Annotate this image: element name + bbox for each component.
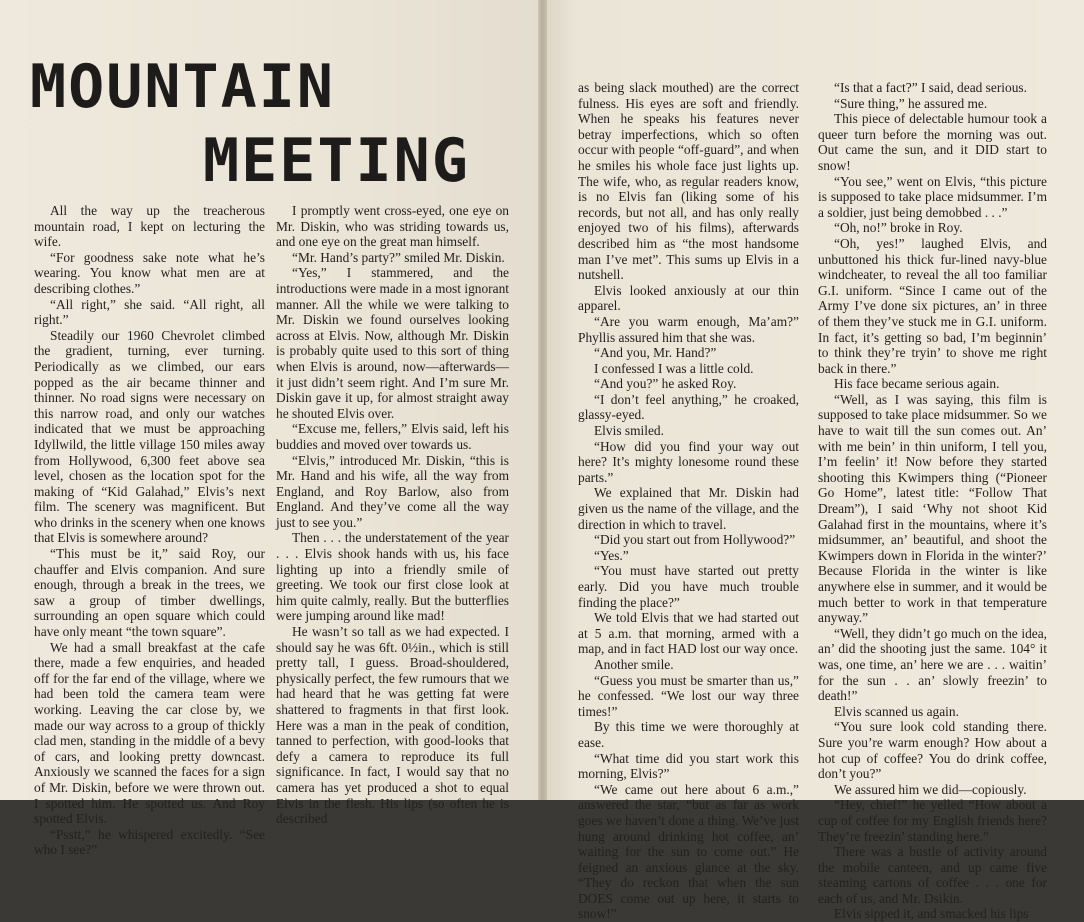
text-column-3 [578,80,799,922]
paragraph: All the way up the treacherous mountain road, I kept on lecturing the wife. [34,203,265,250]
paragraph: “You sure look cold standing there. Sure you’re warm enough? How about a hot cup of coffee? You do drink coffee, don’t you?” [818,719,1047,782]
paragraph: Elvis looked anxiously at our thin apparel. [578,282,799,314]
paragraph: We assured him we did—copiously. [834,781,1027,797]
text-column-4 [818,80,1047,922]
paragraph: “And you, Mr. Hand?” [594,345,717,361]
paragraph: I confessed I was a little cold. [594,360,754,376]
paragraph: He wasn’t so tall as we had expected. I should say he was 6ft. 0½in., which is still pretty tall, I guess. Broad-shouldered, physically perfect, the few rumours that we had heard that he was getting fat were shattered to fragments in that first look. Here was a man in the peak of condition, tanned to perfection, with good-looks that defy a camera to reproduce its full significance. In fact, I would say that no camera has yet produced a shot to equal Elvis in the flesh. His lips (so often he is described [276,624,509,827]
paragraph: “Well, they didn’t go much on the idea, an’ did the shooting just the same. 104° it was, one time, an’ here we are . . . waitin’ for the sun . . an’ slowly freezin’ to death!” [818,625,1047,704]
paragraph: “Oh, no!” broke in Roy. [834,220,963,236]
title-line-1: MOUNTAIN [30,52,335,122]
paragraph: “Is that a fact?” I said, dead serious. [834,80,1027,95]
paragraph: “This must be it,” said Roy, our chauffer and Elvis companion. And sure enough, through a break in the trees, we saw a group of timber dwellings, surrounding an open square which could have only meant “the town square”. [34,546,265,640]
paragraph: “I don’t feel anything,” he croaked, glassy-eyed. [578,391,799,423]
paragraph: “Sure thing,” he assured me. [834,95,988,111]
paragraph: “Mr. Hand’s party?” smiled Mr. Diskin. [292,249,505,265]
paragraph: “Did you start out from Hollywood?” [594,532,796,548]
paragraph: Elvis scanned us again. [834,703,959,719]
paragraph: By this time we were thoroughly at ease. [578,719,799,750]
paragraph: His face became serious again. [834,376,1000,392]
paragraph: We had a small breakfast at the cafe there, made a few enquiries, and headed off for the far end of the village, where we had been told the camera team were working. Leaving the car close by, we made our way across to a group of thickly clad men, standing in the middle of a bevy of cars, and looking pretty downcast. Anxiously we scanned the faces for a sign of Mr. Diskin, before we were thrown out. I spotted him. He spotted us. And Roy spotted Elvis. [34,639,265,827]
text-column-1 [34,203,265,858]
paragraph: “Guess you must be smarter than us,” he confessed. “We lost our way three times!” [578,672,799,719]
text-column-2 [276,203,509,827]
paragraph: “Oh, yes!” laughed Elvis, and unbuttoned his thick fur-lined navy-blue windcheater, to reveal the all too familiar G.I. uniform. “Since I came out of the Army I’ve done six pictures, an’ in three of them they’ve stuck me in G.I. uniform. In fact, it’s getting so bad, I’m beginnin’ to think they’re tryin’ to shove me right back in there.” [818,235,1047,376]
title-line-2: MEETING [203,126,470,196]
paragraph: There was a bustle of activity around the mobile canteen, and up came five steaming cartons of coffee . . . one for each of us, and Mr. Dsikin. [818,844,1047,906]
paragraph: “Psstt,” he whispered excitedly. “See who I see?” [34,826,265,858]
paragraph: Then . . . the understatement of the year . . . Elvis shook hands with us, his face lighting up into a friendly smile of greeting. We took our first close look at him quite calmly, really. But the butterflies were jumping around like mad! [276,530,509,624]
paragraph: “All right,” she said. “All right, all right.” [34,296,265,328]
paragraph: “Hey, chief!” he yelled “How about a cup of coffee for my English friends here? They’re freezin’ standing here.” [818,797,1047,844]
paragraph: as being slack mouthed) are the correct fulness. His eyes are soft and friendly. When he speaks his features never betray imperfections, which so often occur with people “off-guard”, and when he smiles his whole face just lights up. The wife, who, as regular readers know, is no Elvis fan (liking some of his records, but not all, and has only really enjoyed two of his films), afterwards described him as “the most handsome man I’ve met”. This sums up Elvis in a nutshell. [578,80,799,283]
paragraph: We explained that Mr. Diskin had given us the name of the village, and the direction in which to travel. [578,485,799,532]
paragraph: Steadily our 1960 Chevrolet climbed the gradient, turning, ever turning. Periodically as we climbed, our ears popped as the air became thinner and thinner. No road signs were necessary on this narrow road, and only our watches indicated that we must be approaching Idyllwild, the little village 150 miles away from Hollywood, 6,300 feet above sea level, chosen as the location spot for the making of “Kid Galahad,” Elvis’s next film. The scenery was magnificent. But who drinks in the scenery when one knows that Elvis is somewhere around? [34,327,265,546]
paragraph: “Well, as I was saying, this film is supposed to take place midsummer. So we have to wait till the sun comes out. An’ with me bein’ in thin uniform, I tell you, I’m feelin’ it! Now before they started shooting this Kwimpers thing (“Pioneer Go Home”, latest title: “Follow That Dream”), I said ‘Why not shoot Kid Galahad first in the mountains, where it’s midsummer, an’ beautiful, and shoot the Kwimpers down in Florida in the winter?’ Because Florida in the winter is like anywhere else in summer, and it would be much better to work in that temperature anyway.” [818,391,1047,626]
paragraph: We told Elvis that we had started out at 5 a.m. that morning, armed with a map, and in fact HAD lost our way once. [578,610,799,657]
paragraph: Another smile. [594,656,674,672]
paragraph: “You must have started out pretty early. Did you have much trouble finding the place?” [578,563,799,610]
paragraph: “We came out here about 6 a.m.,” answered the star, “but as far as work goes we haven’t done a thing. We’ve just hung around drinking hot coffee, an’ waiting for the sun to come out.” He feigned an anxious glance at the sky. “They do reckon that when the sun DOES come out up here, it starts to snow!” [578,781,799,922]
paragraph: This piece of delectable humour took a queer turn before the morning was out. Out came the sun, and it DID start to snow! [818,111,1047,173]
page-gutter [538,0,547,800]
paragraph: “You see,” went on Elvis, “this picture is supposed to take place midsummer. I’m a soldier, just being demobbed . . .” [818,173,1047,220]
paragraph: “What time did you start work this morning, Elvis?” [578,750,799,782]
paragraph: “Are you warm enough, Ma’am?” Phyllis assured him that she was. [578,313,799,345]
paragraph: “Excuse me, fellers,” Elvis said, left his buddies and moved over towards us. [276,421,509,452]
paragraph: Elvis smiled. [594,423,664,439]
paragraph: “Yes,” I stammered, and the introductions were made in a most ignorant manner. All the while we were talking to Mr. Diskin we found ourselves looking across at Elvis. Now, although Mr. Diskin is probably quite used to this sort of thing when Elvis is around, now—afterwards—it just didn’t seem right. And I’m sure Mr. Diskin gave it up, for almost straight away he shouted Elvis over. [276,265,509,421]
paragraph: “And you?” he asked Roy. [594,376,737,392]
paragraph: “How did you find your way out here? It’s mighty lonesome round these parts.” [578,438,799,485]
paragraph: “For goodness sake note what he’s wearing. You know what men are at describing clothes.” [34,249,265,296]
paragraph: Elvis sipped it, and smacked his lips [834,906,1029,922]
paragraph: I promptly went cross-eyed, one eye on Mr. Diskin, who was striding towards us, and one eye on the great man himself. [276,203,509,250]
paragraph: “Yes.” [594,547,629,563]
paragraph: “Elvis,” introduced Mr. Diskin, “this is Mr. Hand and his wife, all the way from England, and Roy Barlow, also from England. And they’ve come all the way just to see you.” [276,452,509,530]
